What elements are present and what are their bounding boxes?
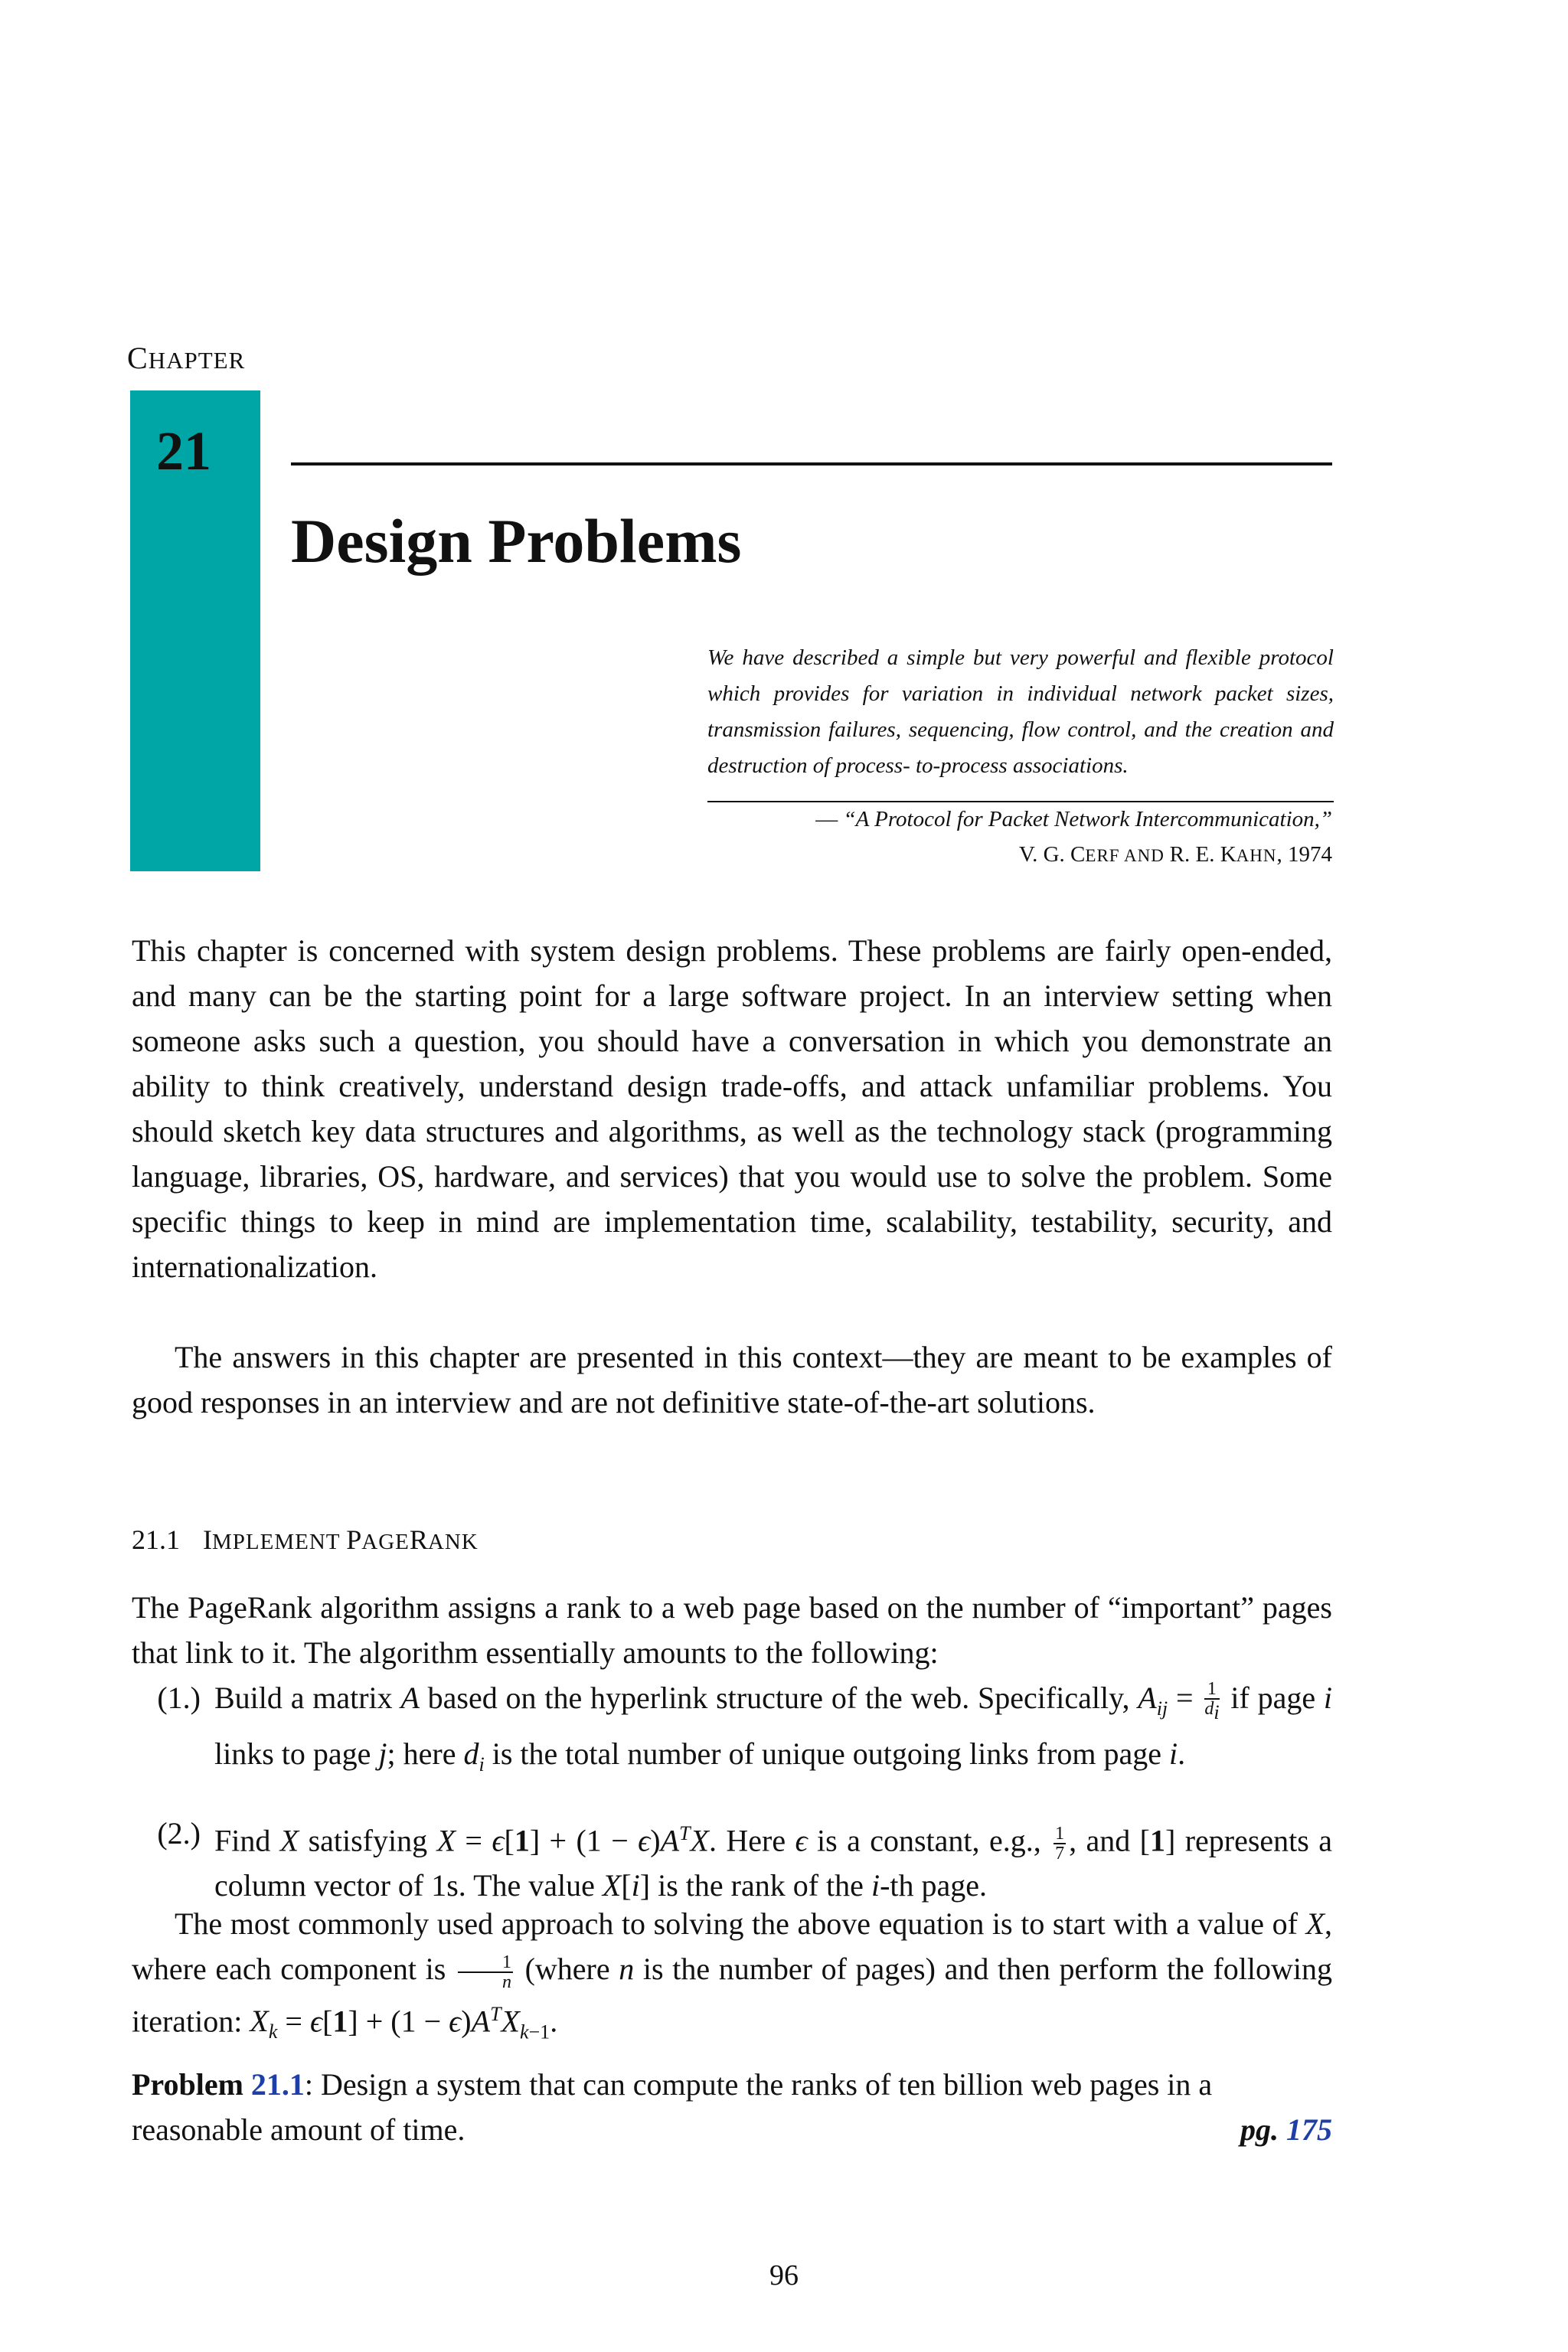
section-heading: 21.1 IMPLEMENT PAGERANK: [132, 1524, 479, 1555]
chapter-label: CHAPTER: [127, 341, 246, 375]
epigraph-authors: V. G. CERF AND R. E. KAHN, 1974: [1018, 842, 1332, 867]
chapter-number: 21: [156, 420, 211, 482]
list-item-1: (1.) Build a matrix A based on the hyperlink structure of the web. Specifically, $A_{ij}$ = $\frac{1}{d_i}$ if page i links to page j; here $d_i$ is the total number of unique outgoing links from page i.: [157, 1679, 1332, 1775]
chapter-title: Design Problems: [291, 506, 742, 576]
iteration-paragraph: The most commonly used approach to solving the above equation is to start with a value of X, where each component is $\frac{1}{n}$ (where n is the number of pages) and then perform the following iteration: $X_k = \epsilon[1] + (1 - \epsilon)A^TX_{k-1}$.: [132, 1906, 1332, 2043]
title-rule: [291, 462, 1332, 466]
page-reference[interactable]: pg. 175: [1240, 2112, 1332, 2147]
epigraph-quote: We have described a simple but very powerful and flexible protocol which provides for variation in individual network packet sizes, transmission failures, sequencing, flow control, and the creation and destruction of process- to-process associations.: [707, 645, 1334, 778]
epigraph-rule: [707, 801, 1334, 802]
problem-statement: Problem 21.1: Design a system that can compute the ranks of ten billion web pages in a reasonable amount of time. pg. 175: [132, 2062, 1332, 2152]
list-item-2: (2.) Find X satisfying $X = \epsilon[1] + (1 - \epsilon)A^TX$. Here ϵ is a constant, e.g., $\frac{1}{7}$ , and [1] represents a column vector of 1s. The value X[i] is the rank of the i-th page.: [157, 1816, 1332, 1903]
intro-paragraph-2: The answers in this chapter are presented in this context—they are meant to be examples of good responses in an interview and are not definitive state-of-the-art solutions.: [132, 1340, 1332, 1419]
page-number: 96: [769, 2259, 799, 2292]
problem-link[interactable]: 21.1: [250, 2067, 305, 2102]
section-intro: The PageRank algorithm assigns a rank to a web page based on the number of “important” pages that link to it. The algorithm essentially amounts to the following:: [132, 1590, 1332, 1670]
epigraph-source: — “A Protocol for Packet Network Intercommunication,”: [815, 807, 1332, 831]
intro-paragraph-1: This chapter is concerned with system design problems. These problems are fairly open-ended, and many can be the starting point for a large software project. In an interview setting when someone asks such a question, you should have a conversation in which you demonstrate an ability to think creatively, understand design trade-offs, and attack unfamiliar problems. You should sketch key data structures and algorithms, as well as the technology stack (programming language, libraries, OS, hardware, and services) that you would use to solve the problem. Some specific things to keep in mind are implementation time, scalability, testability, security, and internationalization.: [132, 933, 1332, 1284]
